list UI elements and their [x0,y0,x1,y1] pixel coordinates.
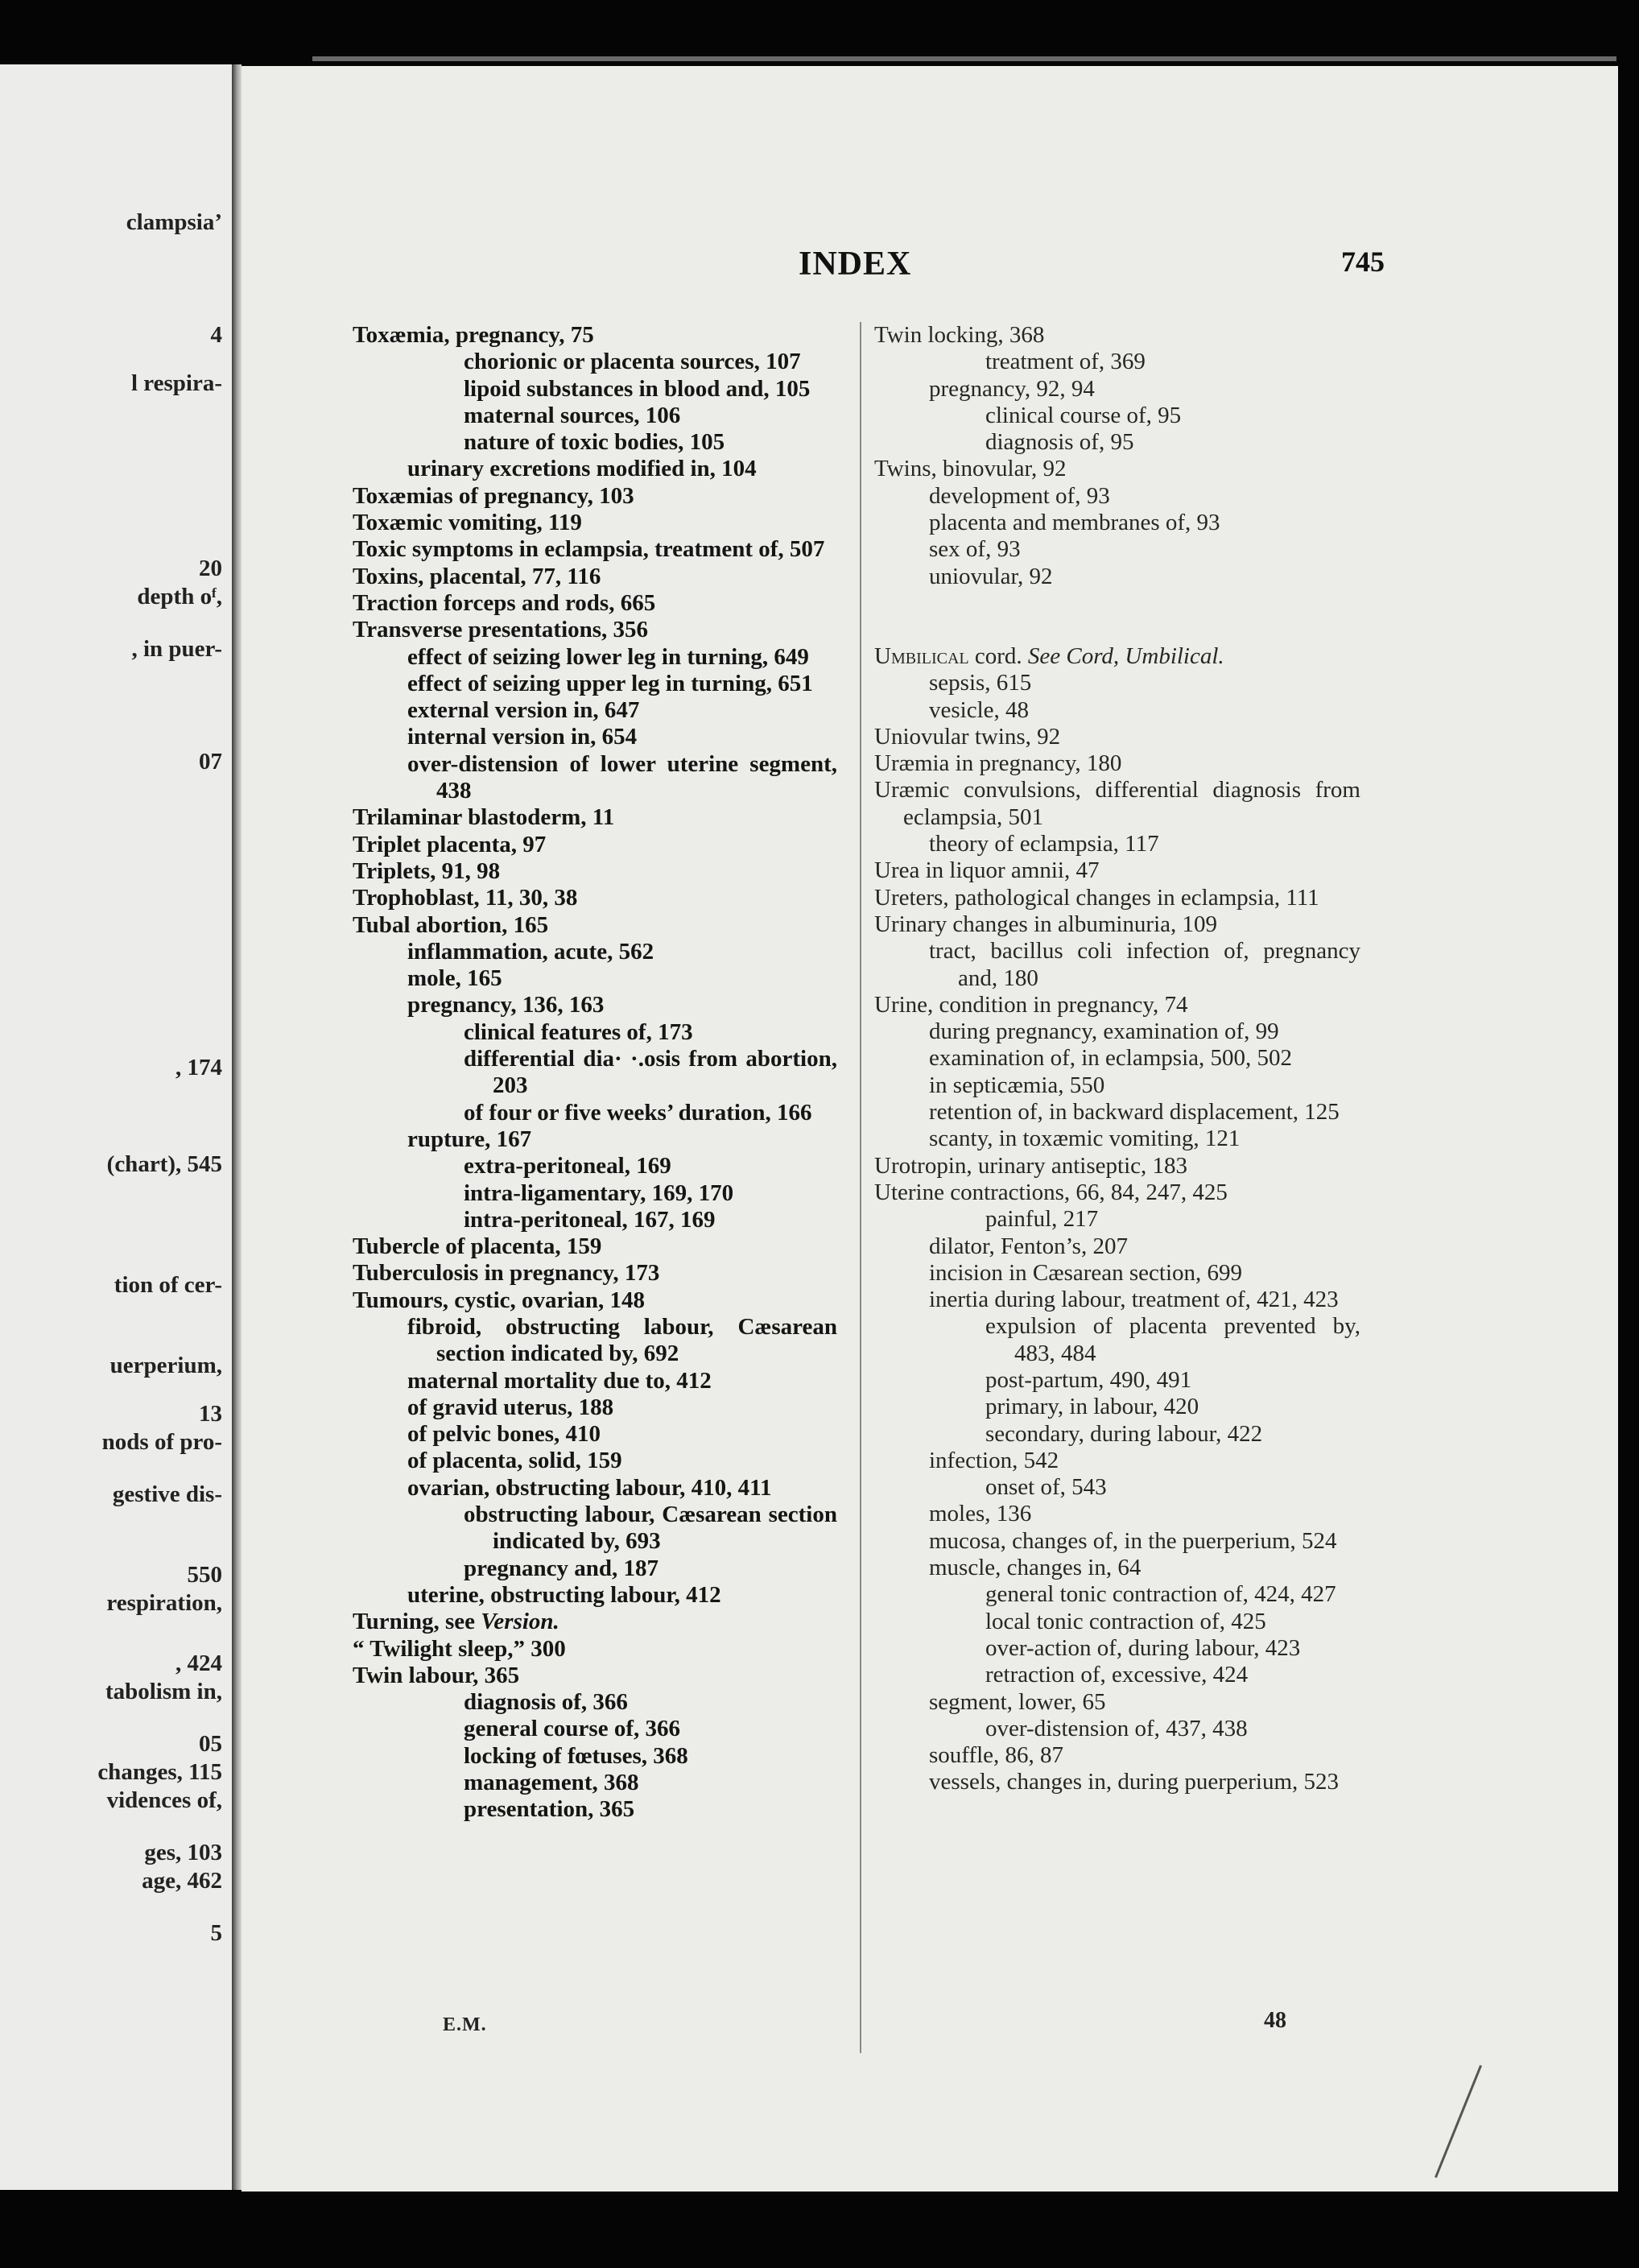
cross-reference: See Cord, Umbilical. [1027,642,1224,669]
index-entry [353,1582,837,1609]
index-entry [353,1716,837,1742]
index-entry [353,536,837,563]
page-number: 745 [1341,246,1385,278]
entry-text: of placenta, solid, 159 [407,1448,622,1474]
left-page-text-fragment: vidences of, [106,1787,222,1813]
index-entry [353,1502,837,1555]
book-gutter [232,64,242,2190]
index-entry [874,1528,1360,1555]
index-entry [353,456,837,482]
index-entry [353,1689,837,1716]
index-entry [353,1663,837,1689]
index-entry [353,1207,837,1233]
entry-text: rupture, 167 [407,1126,532,1152]
index-entry [353,992,837,1018]
entry-text: Triplets, 91, 98 [353,857,501,884]
entry-text: Toxæmia, pregnancy, 75 [353,322,594,348]
index-entry [353,697,837,724]
entry-text: differential dia· ·.osis from abortion, 203 [464,1046,837,1099]
entry-text: ovarian, obstructing labour, 410, 411 [407,1474,772,1501]
index-column-right [874,322,1360,1796]
index-entry [353,804,837,831]
entry-text: Tumours, cystic, ovarian, 148 [353,1287,646,1313]
index-entry [353,1448,837,1474]
entry-text: over-distension of, 437, 438 [985,1715,1248,1741]
entry-text: of four or five weeks’ duration, 166 [464,1099,812,1126]
entry-text: locking of fœtuses, 368 [464,1742,688,1769]
entry-text: Triplet placenta, 97 [353,831,547,857]
entry-text: retention of, in backward displacement, 125 [929,1099,1340,1126]
left-page-text-fragment: nods of pro- [101,1429,222,1455]
index-entry [874,1179,1360,1206]
index-entry [353,564,837,590]
entry-text: expulsion of placenta prevented by, 483, 484 [985,1313,1360,1366]
index-entry [353,1421,837,1448]
entry-text: during pregnancy, examination of, 99 [929,1018,1279,1045]
index-entry [353,1126,837,1153]
index-column-left [353,322,837,1824]
entry-text: general course of, 366 [464,1716,680,1742]
index-entry [874,1313,1360,1367]
index-entry [874,483,1360,510]
entry-text: maternal sources, 106 [464,402,681,428]
entry-text: examination of, in eclampsia, 500, 502 [929,1045,1293,1072]
index-entry [353,912,837,939]
page-header [242,245,1618,285]
index-entry [353,1636,837,1663]
left-page-text-fragment: changes, 115 [97,1759,222,1785]
index-entry [353,349,837,375]
entry-text: theory of eclampsia, 117 [929,831,1159,857]
index-entry [353,1287,837,1314]
entry-text: maternal mortality due to, 412 [407,1367,712,1394]
index-entry [874,1742,1360,1769]
entry-text: Twins, binovular, 92 [874,456,1067,482]
index-entry [874,1126,1360,1152]
entry-text: infection, 542 [929,1447,1059,1473]
entry-text: Traction forceps and rods, 665 [353,589,656,616]
entry-text: retraction of, excessive, 424 [985,1662,1249,1688]
left-page-text-fragment: , in puer- [131,636,222,662]
index-entry [874,1474,1360,1501]
index-entry [353,751,837,805]
left-page-text-fragment: 20 [199,556,222,581]
left-page-text-fragment: (chart), 545 [106,1151,222,1177]
index-entry [874,1421,1360,1448]
index-entry [874,1018,1360,1045]
left-page-fragment [0,64,232,2190]
index-entry [353,483,837,510]
entry-text: vessels, changes in, during puerperium, 523 [929,1769,1340,1795]
left-page-text-fragment: uerperium, [109,1353,222,1378]
index-entry [874,1206,1360,1233]
index-entry [353,1180,837,1207]
index-page [242,66,1618,2192]
left-page-text-fragment: l respira- [130,370,222,396]
index-entry [353,376,837,403]
index-entry [874,1233,1360,1260]
entry-text: painful, 217 [985,1206,1099,1233]
index-entry [353,590,837,617]
index-entry [353,1046,837,1100]
entry-text: tract, bacillus coli infection of, pregnancy and, 180 [929,938,1360,991]
entry-text: pregnancy, 136, 163 [407,992,605,1018]
index-entry [874,777,1360,831]
index-entry [874,992,1360,1018]
index-entry [874,376,1360,403]
left-page-text-fragment: age, 462 [142,1868,222,1894]
entry-text: inflammation, acute, 562 [407,938,654,965]
entry-text: Uræmia in pregnancy, 180 [874,750,1122,777]
left-page-text-fragment: 4 [210,322,222,348]
left-page-text-fragment: respiration, [106,1590,222,1616]
index-entry [874,510,1360,536]
entry-text: “ Twilight sleep,” 300 [353,1635,566,1662]
entry-text: intra-ligamentary, 169, 170 [464,1179,734,1206]
left-page-text-fragment: ges, 103 [144,1840,222,1865]
index-entry [874,1555,1360,1581]
entry-text: post-partum, 490, 491 [985,1366,1192,1393]
entry-text: Toxæmic vomiting, 119 [353,510,582,536]
entry-text: Tubercle of placenta, 159 [353,1233,602,1260]
entry-text: uterine, obstructing labour, 412 [407,1581,721,1608]
entry-text: Turning, see [353,1609,476,1635]
left-page-text-fragment: , 174 [175,1055,222,1080]
index-entry [874,1716,1360,1742]
entry-text: intra-peritoneal, 167, 169 [464,1206,716,1233]
entry-text: management, 368 [464,1770,639,1796]
entry-text: effect of seizing lower leg in turning, 649 [407,643,809,670]
entry-text: Twin locking, 368 [874,322,1045,348]
index-entry [353,858,837,885]
index-entry [874,1153,1360,1179]
entry-text: scanty, in toxæmic vomiting, 121 [929,1126,1241,1152]
entry-text: Toxins, placental, 77, 116 [353,563,601,589]
entry-text: extra-peritoneal, 169 [464,1153,671,1179]
entry-text: urinary excretions modified in, 104 [407,456,757,482]
entry-text: cord. [974,642,1022,669]
index-entry [874,1394,1360,1420]
entry-text: development of, 93 [929,482,1110,509]
index-entry [874,1581,1360,1608]
left-page-text-fragment: depth oᶠ, [137,584,222,609]
index-entry [874,1099,1360,1126]
index-entry [353,1555,837,1582]
left-page-text-fragment: 05 [199,1731,222,1757]
entry-text: in septicæmia, 550 [929,1072,1105,1098]
entry-text: lipoid substances in blood and, 105 [464,375,811,402]
index-entry [353,1153,837,1179]
entry-text: pregnancy, 92, 94 [929,375,1095,402]
entry-text: Transverse presentations, 356 [353,617,649,643]
index-entry [874,885,1360,911]
entry-text: muscle, changes in, 64 [929,1555,1142,1581]
entry-text: primary, in labour, 420 [985,1394,1199,1420]
left-page-text-fragment: 07 [199,749,222,775]
entry-text: Tubal abortion, 165 [353,911,549,938]
entry-text: over-action of, during labour, 423 [985,1634,1301,1661]
index-entry [353,1743,837,1770]
index-entry [874,697,1360,724]
index-entry [353,965,837,992]
entry-text: of gravid uterus, 188 [407,1394,614,1420]
entry-text: external version in, 647 [407,697,640,724]
index-entry [874,724,1360,750]
index-entry [353,617,837,643]
index-entry [353,1019,837,1046]
entry-text: sepsis, 615 [929,670,1032,696]
entry-text: Urine, condition in pregnancy, 74 [874,991,1188,1018]
entry-text: effect of seizing upper leg in turning, 651 [407,670,813,696]
index-entry [874,1662,1360,1688]
index-entry [353,1394,837,1421]
index-entry [874,1769,1360,1795]
left-page-text-fragment: 550 [187,1562,222,1588]
entry-text: uniovular, 92 [929,563,1053,589]
entry-text: Uniovular twins, 92 [874,723,1061,750]
index-entry [874,1448,1360,1474]
entry-text: incision in Cæsarean section, 699 [929,1259,1243,1286]
index-entry [353,832,837,858]
entry-text: treatment of, 369 [985,349,1146,375]
left-page-text-fragment: , 424 [175,1650,222,1676]
sheet-number: 48 [1264,2008,1286,2033]
index-entry [353,1609,837,1635]
entry-text: Uræmic convulsions, differential diagnosis from eclampsia, 501 [874,777,1360,830]
entry-text: moles, 136 [929,1501,1032,1527]
index-entry [353,724,837,750]
column-divider [860,322,861,2053]
entry-text: mucosa, changes of, in the puerperium, 524 [929,1527,1337,1554]
entry-text: dilator, Fenton’s, 207 [929,1233,1128,1259]
entry-text: obstructing labour, Cæsarean section indicated by, 693 [464,1502,837,1555]
entry-text: segment, lower, 65 [929,1688,1106,1715]
entry-text: of pelvic bones, 410 [407,1421,601,1448]
entry-text: clinical features of, 173 [464,1018,693,1045]
index-entry [353,1475,837,1502]
entry-text: Urotropin, urinary antiseptic, 183 [874,1152,1187,1179]
index-entry [874,429,1360,456]
entry-text: clinical course of, 95 [985,402,1182,428]
index-entry [874,536,1360,563]
index-entry [874,670,1360,696]
index-entry [353,1368,837,1394]
page-top-edge [312,56,1616,61]
index-entry [353,885,837,911]
entry-text: over-distension of lower uterine segment, 438 [407,750,837,804]
entry-text: onset of, 543 [985,1474,1107,1501]
index-entry [353,1260,837,1287]
index-entry [353,403,837,429]
entry-text: Ureters, pathological changes in eclampsia, 111 [874,884,1319,911]
entry-text: local tonic contraction of, 425 [985,1608,1266,1634]
index-entry [874,1501,1360,1527]
index-entry [874,1609,1360,1635]
index-entry [874,1260,1360,1287]
entry-text: pregnancy and, 187 [464,1555,658,1581]
index-entry [874,322,1360,349]
index-entry [353,1100,837,1126]
page-title: INDEX [799,246,912,283]
entry-text: fibroid, obstructing labour, Cæsarean section indicated by, 692 [407,1313,837,1367]
index-entry [353,510,837,536]
index-entry [874,456,1360,482]
entry-text: Urinary changes in albuminuria, 109 [874,911,1218,937]
entry-text: Twin labour, 365 [353,1662,520,1688]
cross-reference: Version. [481,1609,559,1635]
entry-text: Toxic symptoms in eclampsia, treatment of, 507 [353,536,825,563]
entry-text: placenta and membranes of, 93 [929,510,1220,536]
entry-text: presentation, 365 [464,1796,635,1823]
left-page-text-fragment: 5 [210,1920,222,1946]
entry-text: souffle, 86, 87 [929,1742,1064,1769]
index-entry [353,939,837,965]
entry-text: inertia during labour, treatment of, 421, 423 [929,1287,1339,1313]
entry-text: diagnosis of, 95 [985,429,1134,456]
entry-text: Urea in liquor amnii, 47 [874,857,1100,884]
index-entry [874,911,1360,938]
entry-text: Tuberculosis in pregnancy, 173 [353,1260,660,1287]
index-entry [874,564,1360,590]
left-page-text-fragment: gestive dis- [112,1481,222,1507]
entry-text: mole, 165 [407,965,502,992]
index-entry [874,831,1360,857]
index-entry [874,750,1360,777]
left-page-text-fragment: tion of cer- [114,1272,222,1298]
left-page-text-fragment: clampsia’ [126,209,222,235]
index-entry [874,1072,1360,1099]
index-entry [874,857,1360,884]
entry-text: general tonic contraction of, 424, 427 [985,1581,1336,1608]
entry-text: secondary, during labour, 422 [985,1420,1263,1447]
index-entry [874,349,1360,375]
index-entry [874,403,1360,429]
index-entry [874,1367,1360,1394]
index-entry [874,1635,1360,1662]
index-entry [874,1287,1360,1313]
index-entry [353,1796,837,1823]
entry-text: sex of, 93 [929,536,1021,563]
entry-text: Trophoblast, 11, 30, 38 [353,885,578,911]
entry-heading: Umbilical [874,642,969,669]
index-entry [353,429,837,456]
index-entry [353,1770,837,1796]
entry-text: Uterine contractions, 66, 84, 247, 425 [874,1179,1228,1205]
left-page-text-fragment: tabolism in, [105,1679,222,1704]
entry-text: Trilaminar blastoderm, 11 [353,804,615,831]
index-entry [874,643,1360,670]
entry-text: chorionic or placenta sources, 107 [464,349,801,375]
entry-text: diagnosis of, 366 [464,1689,628,1716]
signature-mark: E.M. [443,2014,487,2035]
index-entry [353,671,837,697]
index-entry [353,322,837,349]
index-entry [874,1689,1360,1716]
index-entry [874,1045,1360,1072]
entry-text: nature of toxic bodies, 105 [464,429,725,456]
index-entry [353,644,837,671]
entry-text: vesicle, 48 [929,696,1030,723]
index-entry [353,1314,837,1368]
index-entry [353,1233,837,1260]
entry-text: Toxæmias of pregnancy, 103 [353,482,634,509]
entry-text: internal version in, 654 [407,724,638,750]
index-entry [874,938,1360,992]
left-page-text-fragment: 13 [199,1401,222,1427]
section-gap [874,590,1360,643]
